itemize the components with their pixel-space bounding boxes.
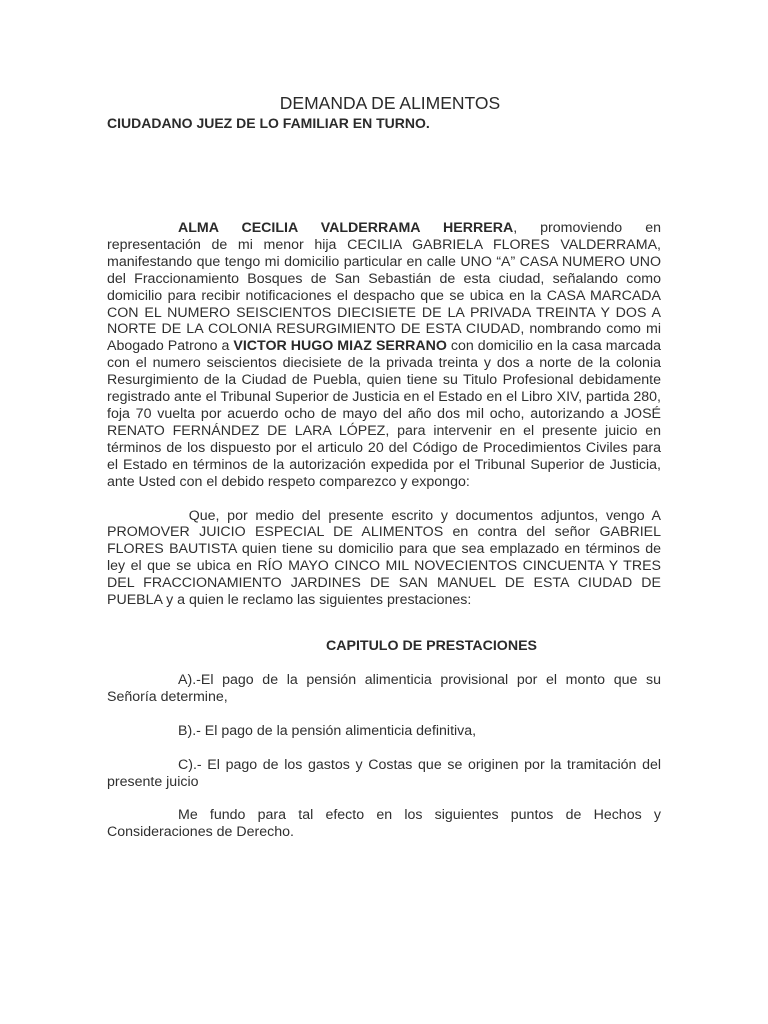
closing-text: Me fundo para tal efecto en los siguientes puntos de Hechos y Consideraciones de Derecho. xyxy=(107,807,661,841)
prestacion-item-b xyxy=(107,723,661,740)
intro-paragraph xyxy=(107,220,661,491)
document-page xyxy=(107,92,661,841)
chapter-heading: CAPITULO DE PRESTACIONES xyxy=(326,637,537,654)
addressee-line: CIUDADANO JUEZ DE LO FAMILIAR EN TURNO. xyxy=(107,115,430,131)
plaintiff-name: ALMA CECILIA VALDERRAMA HERRERA xyxy=(178,220,514,236)
claim-text: Que, por medio del presente escrito y documentos adjuntos, vengo A PROMOVER JUICIO ESPECIAL DE ALIMENTOS en contra del señor GABRIEL FLORES BAUTISTA quien tiene su domicilio para que sea emplazado en términos de ley el que se ubica en RÍO MAYO CINCO MIL NOVECIENTOS CINCUENTA Y TRES DEL FRACCIONAMIENTO JARDINES DE SAN MANUEL DE ESTA CIUDAD DE PUEBLA y a quien le reclamo las siguientes prestaciones: xyxy=(107,507,661,609)
prestacion-item-c xyxy=(107,757,661,791)
prestacion-c-text: C).- El pago de los gastos y Costas que se originen por la tramitación del presente juicio xyxy=(107,756,661,790)
prestacion-b-text: B).- El pago de la pensión alimenticia definitiva, xyxy=(178,722,477,739)
lawyer-name: VICTOR HUGO MIAZ SERRANO xyxy=(233,338,447,355)
intro-text-part-1: , promoviendo en representación de mi menor hija CECILIA GABRIELA FLORES VALDERRAMA, manifestando que tengo mi domicilio particular en calle UNO “A” CASA NUMERO UNO del Fraccionamiento Bosques de San Sebastián de esta ciudad, señalando como domicilio para recibir notificaciones el despacho que se ubica en la CASA MARCADA CON EL NUMERO SEISCIENTOS DIECISIETE DE LA PRIVADA TREINTA Y DOS A NORTE DE LA COLONIA RESURGIMIENTO DE ESTA CIUDAD, nombrando como mi Abogado Patrono a xyxy=(107,220,661,355)
prestacion-item-a xyxy=(107,672,661,706)
closing-paragraph xyxy=(107,807,661,841)
prestacion-a-text: A).-El pago de la pensión alimenticia provisional por el monto que su Señoría determine, xyxy=(107,671,661,705)
claim-paragraph xyxy=(107,508,661,609)
document-title: DEMANDA DE ALIMENTOS xyxy=(279,93,501,113)
intro-text-part-2: con domicilio en la casa marcada con el numero seiscientos diecisiete de la privada treinta y dos a norte de la colonia Resurgimiento de la Ciudad de Puebla, quien tiene su Titulo Profesional debidamente registrado ante el Tribunal Superior de Justicia en el Estado en el Libro XIV, partida 280, foja 70 vuelta por acuerdo ocho de mayo del año dos mil ocho, autorizando a JOSÉ RENATO FERNÁNDEZ DE LARA LÓPEZ, para intervenir en el presente juicio en términos de los dispuesto por el articulo 20 del Código de Procedimientos Civiles para el Estado en términos de la autorización expedida por el Tribunal Superior de Justicia, ante Usted con el debido respeto comparezco y expongo: xyxy=(107,338,661,490)
